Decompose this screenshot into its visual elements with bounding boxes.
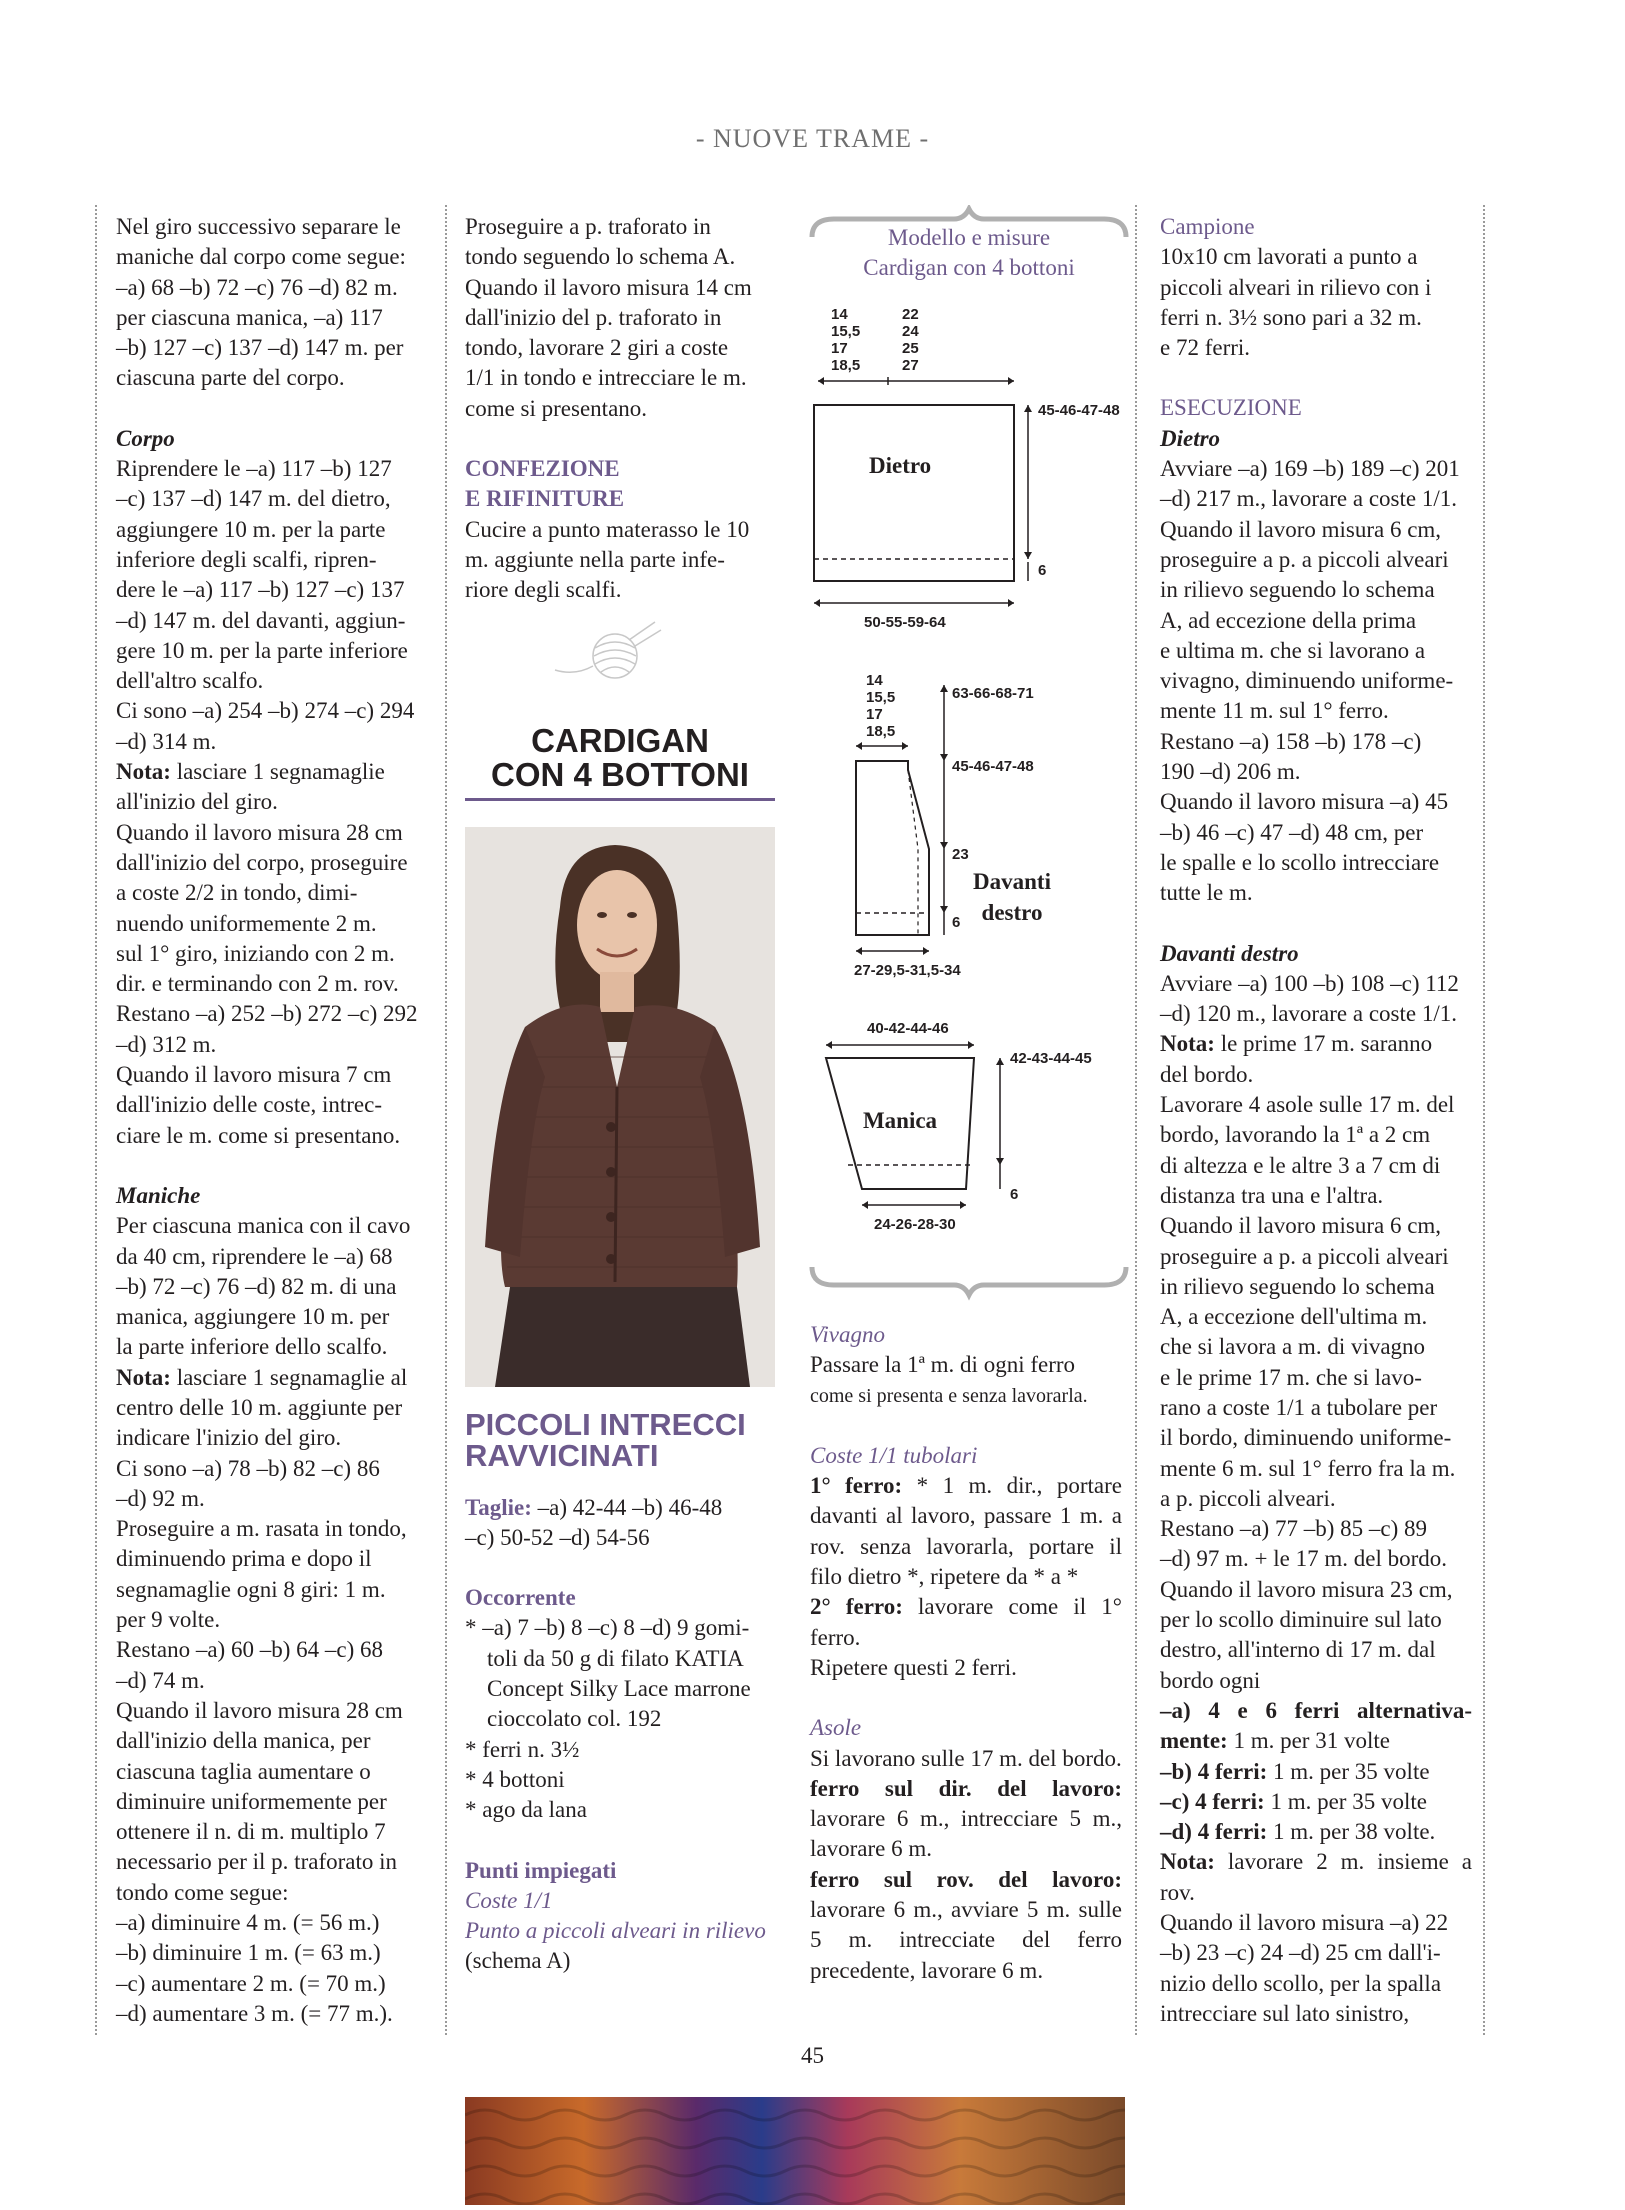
column-divider xyxy=(1135,205,1137,2035)
asole-rov: ferro sul rov. del lavoro: lavorare 6 m., avviare 5 m. sulle 5 m. intrecciate del ferro precedente, lavorare 6 m. xyxy=(810,1866,1122,1983)
diagram-title-2: Cardigan con 4 bottoni xyxy=(863,255,1075,280)
svg-text:15,5: 15,5 xyxy=(866,689,896,706)
davanti-label-2: destro xyxy=(981,900,1043,925)
proseguire-paragraph: Proseguire a p. traforato in tondo seguendo lo schema A. Quando il lavoro misura 14 cm dall'inizio del p. traforato in tondo, lavorare 2 giri a coste 1/1 in tondo e intrecciare le m. come si presentano. xyxy=(465,214,752,421)
column-divider xyxy=(1483,205,1485,2035)
svg-text:6: 6 xyxy=(1010,1186,1019,1203)
punti-heading: Punti impiegati xyxy=(465,1857,617,1883)
svg-text:22: 22 xyxy=(902,306,919,323)
esecuzione-heading: ESECUZIONE xyxy=(1160,395,1302,421)
taglie-line-2: –c) 50-52 –d) 54-56 xyxy=(465,1524,650,1550)
svg-text:14: 14 xyxy=(831,306,848,323)
yarn-texture-strip xyxy=(465,2097,1125,2205)
asole-text: Si lavorano sulle 17 m. del bordo. xyxy=(810,1745,1122,1771)
coste-heading: Coste 1/1 tubolari xyxy=(810,1442,978,1468)
corpo-text: Riprendere le –a) 117 –b) 127 –c) 137 –d) 147 m. del dietro, aggiungere 10 m. per la parte inferiore degli scalfi, ripren- dere le –a) 117 –b) 127 –c) 137 –d) 147 m. del davanti, aggiun- gere 10 m. per la parte inferiore dell'altro scalfo. Ci sono –a) 254 –b) 274 –c) 294 –d) 314 m. Nota: lasciare 1 segnamaglie all'inizio del giro. Quando il lavoro misura 28 cm dall'inizio del corpo, proseguire a coste 2/2 in tondo, dimi- nuendo uniformemente 2 m. sul 1° giro, iniziando con 2 m. dir. e terminando con 2 m. rov. Restano –a) 252 –b) 272 –c) 292 –d) 312 m. Quando il lavoro misura 7 cm dall'inizio delle coste, intrec- ciare le m. come si presentano. xyxy=(116,456,418,1148)
svg-text:27: 27 xyxy=(902,357,919,374)
list-item: * ferri n. 3½ xyxy=(465,1736,580,1762)
svg-text:27-29,5-31,5-34: 27-29,5-31,5-34 xyxy=(854,962,961,979)
vivagno-text: Passare la 1ª m. di ogni ferro xyxy=(810,1352,1076,1378)
cardigan-photo xyxy=(465,827,775,1387)
davanti-text: Avviare –a) 100 –b) 108 –c) 112 –d) 120 m., lavorare a coste 1/1. Nota: le prime 17 m. saranno del bordo. Lavorare 4 asole sulle 17 m. del bordo, lavorando la 1ª a 2 cm di altezza e le altre 3 a 7 cm di distanza tra una e l'altra. Quando il lavoro misura 6 cm, proseguire a p. a piccoli alveari in rilievo seguendo lo schema A, a eccezione dell'ultima m. che si lavora a m. di vivagno e le prime 17 m. che si lavo- rano a coste 1/1 a tubolare per il bordo, diminuendo uniforme- mente 6 m. sul 1° ferro fra la m. a p. piccoli alveari. Restano –a) 77 –b) 85 –c) 89 –d) 97 m. + le 17 m. del bordo. Quando il lavoro misura 23 cm, per lo scollo diminuire sul lato destro, all'interno di 17 m. dal bordo ogni –a) 4 e 6 ferri alternativa-mente: 1 m. per 31 volte –b) 4 ferri: 1 m. per 35 volte –c) 4 ferri: 1 m. per 35 volte –d) 4 ferri: 1 m. per 38 volte. Nota: lavorare 2 m. insieme a rov. Quando il lavoro misura –a) 22 –b) 23 –c) 24 –d) 25 cm dall'i- nizio dello scollo, per la spalla intrecciare sul lato sinistro, xyxy=(1160,970,1472,2026)
svg-text:24: 24 xyxy=(902,323,919,340)
occorrente-heading: Occorrente xyxy=(465,1585,576,1611)
diagram-title: Modello e misure xyxy=(887,225,1051,250)
coste-row-1: 1° ferro: * 1 m. dir., portare davanti al lavoro, passare 1 m. a rov. senza lavorarla, portare il filo dietro *, ripetere da * a * xyxy=(810,1473,1122,1590)
svg-text:18,5: 18,5 xyxy=(831,357,861,374)
corpo-heading: Corpo xyxy=(116,425,175,451)
campione-heading: Campione xyxy=(1160,214,1255,239)
svg-text:15,5: 15,5 xyxy=(831,323,861,340)
vivagno-heading: Vivagno xyxy=(810,1322,885,1347)
title-rule xyxy=(465,798,775,801)
coste-repeat: Ripetere questi 2 ferri. xyxy=(810,1654,1017,1680)
svg-text:42-43-44-45: 42-43-44-45 xyxy=(1010,1050,1092,1067)
dietro-label: Dietro xyxy=(869,453,932,478)
dietro-text: Avviare –a) 169 –b) 189 –c) 201 –d) 217 m., lavorare a coste 1/1. Quando il lavoro misura 6 cm, proseguire a p. a piccoli alveari in rilievo seguendo lo schema A, ad eccezione della prima e ultima m. che si lavorano a vivagno, diminuendo uniforme- mente 11 m. sul 1° ferro. Restano –a) 158 –b) 178 –c) 190 –d) 206 m. Quando il lavoro misura –a) 45 –b) 46 –c) 47 –d) 48 cm, per le spalle e lo scollo intrecciare tutte le m. xyxy=(1160,456,1460,906)
pattern-title: PICCOLI INTRECCI xyxy=(465,1406,746,1442)
card-title: CARDIGAN xyxy=(531,721,709,759)
occorrente-list xyxy=(465,1613,775,1825)
dietro-heading: Dietro xyxy=(1160,425,1221,451)
intro-paragraph: Nel giro successivo separare le maniche dal corpo come segue: –a) 68 –b) 72 –c) 76 –d) 82 m. per ciascuna manica, –a) 117 –b) 127 –c) 137 –d) 147 m. per ciascuna parte del corpo. xyxy=(116,214,406,391)
svg-text:17: 17 xyxy=(831,340,848,357)
column-4 xyxy=(1160,212,1472,2029)
yarn-ball-icon xyxy=(465,606,775,706)
asole-dir: ferro sul dir. del lavoro: lavorare 6 m., intrecciare 5 m., lavorare 6 m. xyxy=(810,1775,1122,1862)
taglie-line: Taglie: –a) 42-44 –b) 46-48 xyxy=(465,1494,723,1520)
svg-text:40-42-44-46: 40-42-44-46 xyxy=(867,1020,949,1037)
confezione-heading-2: E RIFINITURE xyxy=(465,486,625,512)
davanti-heading: Davanti destro xyxy=(1160,940,1299,966)
punti-sub-2: Punto a piccoli alveari in rilievo xyxy=(465,1918,766,1944)
svg-text:18,5: 18,5 xyxy=(866,723,896,740)
svg-text:45-46-47-48: 45-46-47-48 xyxy=(952,758,1034,775)
davanti-label: Davanti xyxy=(973,869,1051,894)
page-number: 45 xyxy=(801,2043,824,2068)
svg-text:23: 23 xyxy=(952,846,969,863)
asole-heading: Asole xyxy=(810,1715,862,1741)
maniche-heading: Maniche xyxy=(116,1182,201,1208)
list-item: * 4 bottoni xyxy=(465,1766,565,1792)
svg-text:24-26-28-30: 24-26-28-30 xyxy=(874,1216,956,1233)
column-2 xyxy=(465,212,775,1977)
svg-text:63-66-68-71: 63-66-68-71 xyxy=(952,685,1034,702)
svg-text:14: 14 xyxy=(866,672,883,689)
svg-text:45-46-47-48: 45-46-47-48 xyxy=(1038,402,1120,419)
svg-text:17: 17 xyxy=(866,706,883,723)
coste-row-2: 2° ferro: lavorare come il 1° ferro. xyxy=(810,1594,1122,1650)
campione-text: 10x10 cm lavorati a punto a piccoli alveari in rilievo con i ferri n. 3½ sono pari a 32 m. e 72 ferri. xyxy=(1160,244,1432,361)
yarn-ornament xyxy=(465,606,775,706)
svg-text:6: 6 xyxy=(1038,562,1047,579)
column-divider xyxy=(95,205,97,2035)
svg-text:25: 25 xyxy=(902,340,919,357)
maniche-text: Per ciascuna manica con il cavo da 40 cm, riprendere le –a) 68 –b) 72 –c) 76 –d) 82 m. di una manica, aggiungere 10 m. per la parte inferiore dello scalfo. Nota: lasciare 1 segnamaglie al centro delle 10 m. aggiunte per indicare l'inizio del giro. Ci sono –a) 78 –b) 82 –c) 86 –d) 92 m. Proseguire a m. rasata in tondo, diminuendo prima e dopo il segnamaglie ogni 8 giri: 1 m. per 9 volte. Restano –a) 60 –b) 64 –c) 68 –d) 74 m. Quando il lavoro misura 28 cm dall'inizio della manica, per ciascuna taglia aumentare o diminuire uniformemente per ottenere il n. di m. multiplo 7 necessario per il p. traforato in tondo come segue: –a) diminuire 4 m. (= 56 m.) –b) diminuire 1 m. (= 63 m.) –c) aumentare 2 m. (= 70 m.) –d) aumentare 3 m. (= 77 m.). xyxy=(116,1213,411,2026)
confezione-heading: CONFEZIONE xyxy=(465,456,620,482)
measurement-diagram xyxy=(804,205,1134,1305)
card-title-2: CON 4 BOTTONI xyxy=(491,755,749,793)
svg-text:50-55-59-64: 50-55-59-64 xyxy=(864,614,946,631)
dietro-shape xyxy=(814,405,1014,581)
confezione-text: Cucire a punto materasso le 10 m. aggiunte nella parte infe- riore degli scalfi. xyxy=(465,516,750,603)
column-3-text xyxy=(810,1320,1122,1986)
column-1 xyxy=(116,212,426,2029)
vivagno-text-2: come si presenta e senza lavorarla. xyxy=(810,1384,1088,1407)
bottom-brace xyxy=(812,1267,1126,1295)
manica-label: Manica xyxy=(862,1108,938,1133)
pattern-title-2: RAVVICINATI xyxy=(465,1437,659,1473)
punti-note: (schema A) xyxy=(465,1948,571,1974)
column-divider xyxy=(445,205,447,2035)
page-header: - NUOVE TRAME - xyxy=(695,124,930,153)
svg-text:6: 6 xyxy=(952,914,961,931)
list-item: * ago da lana xyxy=(465,1797,587,1823)
punti-sub-1: Coste 1/1 xyxy=(465,1887,553,1913)
list-item: * –a) 7 –b) 8 –c) 8 –d) 9 gomi-toli da 50 g di filato KATIA Concept Silky Lace marrone cioccolato col. 192 xyxy=(465,1615,751,1732)
